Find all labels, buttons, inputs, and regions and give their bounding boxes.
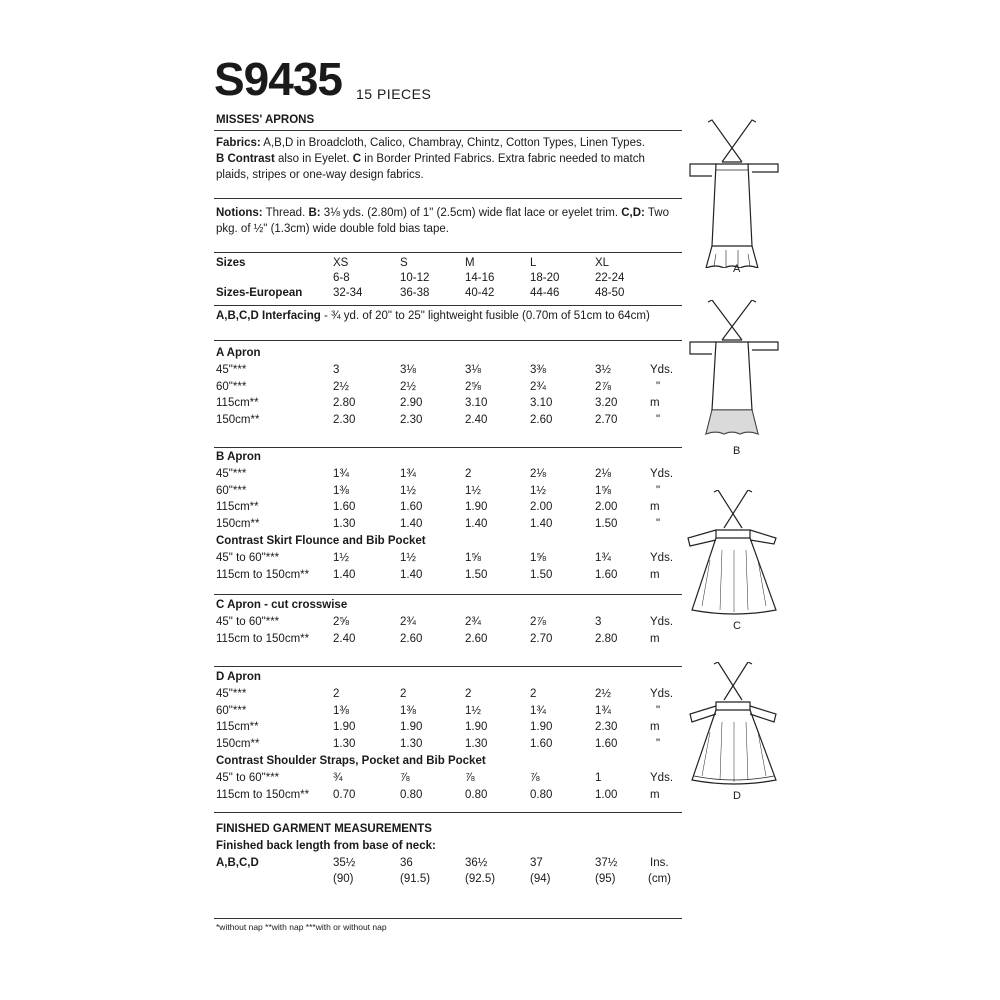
yardage-cell: 2.30 bbox=[595, 721, 618, 734]
unit-cell: Ins. bbox=[650, 856, 669, 869]
yardage-cell: 1.90 bbox=[530, 721, 553, 734]
finished-cm: (91.5) bbox=[400, 873, 431, 886]
fabrics-block bbox=[216, 135, 676, 183]
interfacing-row bbox=[216, 309, 650, 323]
unit-cell: m bbox=[650, 568, 660, 581]
yardage-cell: 1½ bbox=[400, 551, 416, 564]
row-label: 150cm** bbox=[216, 738, 260, 751]
finished-inches: 35½ bbox=[333, 856, 356, 869]
yardage-cell: 1.60 bbox=[333, 501, 356, 514]
fabrics-line3: plaids, stripes or one-way design fabrics. bbox=[216, 169, 424, 181]
footnote: *without nap **with nap ***with or without nap bbox=[216, 922, 387, 932]
yardage-cell: 2.60 bbox=[465, 632, 488, 645]
fabrics-c: C bbox=[352, 153, 362, 165]
unit-cell: " bbox=[656, 380, 661, 393]
view-b-label: B bbox=[733, 445, 741, 457]
finished-cm: (92.5) bbox=[465, 873, 496, 886]
yardage-cell: 1.40 bbox=[530, 518, 553, 531]
divider bbox=[214, 447, 682, 448]
fabrics-b-contrast: B Contrast bbox=[216, 153, 275, 165]
size-letter: S bbox=[400, 257, 408, 269]
yardage-cell: ¾ bbox=[333, 771, 343, 784]
yardage-cell: 1.90 bbox=[465, 721, 488, 734]
notions-line1b: 3⅛ yds. (2.80m) of 1" (2.5cm) wide flat lace or eyelet trim. bbox=[320, 207, 622, 219]
yardage-cell: 1.00 bbox=[595, 788, 618, 801]
view-a-illustration bbox=[686, 118, 782, 268]
yardage-cell: 2.00 bbox=[595, 501, 618, 514]
yardage-cell: 2.30 bbox=[400, 414, 423, 427]
yardage-cell: 1⅝ bbox=[465, 551, 481, 564]
yardage-cell: 1½ bbox=[400, 484, 416, 497]
yardage-cell: 2 bbox=[465, 467, 472, 480]
yardage-cell: 2⅛ bbox=[530, 467, 546, 480]
row-label: 115cm** bbox=[216, 721, 259, 734]
unit-cell: Yds. bbox=[650, 363, 674, 376]
finished-inches: 37 bbox=[530, 856, 543, 869]
unit-cell: m bbox=[650, 397, 660, 410]
yardage-cell: 2⅝ bbox=[333, 615, 349, 628]
yardage-cell: 0.80 bbox=[530, 788, 553, 801]
yardage-cell: 1.60 bbox=[595, 738, 618, 751]
unit-cell: " bbox=[656, 518, 661, 531]
view-b-illustration bbox=[686, 300, 782, 438]
finished-title: FINISHED GARMENT MEASUREMENTS bbox=[216, 823, 432, 835]
finished-inches: 36½ bbox=[465, 856, 488, 869]
yardage-cell: 2 bbox=[530, 687, 537, 700]
unit-cell: " bbox=[656, 738, 661, 751]
subsection-title: Contrast Skirt Flounce and Bib Pocket bbox=[216, 535, 426, 547]
interfacing-text: - ¾ yd. of 20" to 25" lightweight fusible (0.70m of 51cm to 64cm) bbox=[320, 310, 650, 322]
yardage-cell: 1⅝ bbox=[595, 484, 611, 497]
yardage-cell: 2.70 bbox=[595, 414, 618, 427]
unit-cell: " bbox=[656, 484, 661, 497]
row-label: 115cm** bbox=[216, 397, 259, 410]
size-letter: XS bbox=[333, 257, 349, 269]
row-label: 45" to 60"*** bbox=[216, 615, 280, 628]
unit-cell: Yds. bbox=[650, 771, 674, 784]
yardage-cell: 1½ bbox=[465, 704, 481, 717]
pattern-number: S9435 bbox=[214, 53, 343, 105]
unit-cell: m bbox=[650, 788, 660, 801]
yardage-cell: 2¾ bbox=[530, 380, 546, 393]
yardage-cell: 2.30 bbox=[333, 414, 356, 427]
section-title: B Apron bbox=[216, 451, 261, 463]
yardage-cell: 2⅛ bbox=[595, 467, 611, 480]
unit-cell: m bbox=[650, 721, 660, 734]
fabrics-line2b: in Border Printed Fabrics. Extra fabric needed to match bbox=[361, 153, 645, 165]
notions-line2: pkg. of ½" (1.3cm) wide double fold bias tape. bbox=[216, 223, 449, 235]
yardage-cell: 1⅜ bbox=[333, 484, 349, 497]
fabrics-line1: A,B,D in Broadcloth, Calico, Chambray, Chintz, Cotton Types, Linen Types. bbox=[260, 137, 645, 149]
yardage-cell: 3.10 bbox=[465, 397, 488, 410]
yardage-cell: 1.60 bbox=[530, 738, 553, 751]
size-letter: M bbox=[465, 257, 475, 269]
unit-cell: Yds. bbox=[650, 467, 674, 480]
view-d-label: D bbox=[733, 790, 741, 802]
unit-cell: Yds. bbox=[650, 615, 674, 628]
yardage-cell: 1.60 bbox=[595, 568, 618, 581]
size-euro: 48-50 bbox=[595, 286, 625, 299]
yardage-cell: 1½ bbox=[530, 484, 546, 497]
unit-cell: m bbox=[650, 501, 660, 514]
yardage-cell: ⅞ bbox=[465, 771, 475, 784]
row-label: 115cm to 150cm** bbox=[216, 632, 310, 645]
yardage-cell: 1.30 bbox=[400, 738, 423, 751]
subsection-title: Contrast Shoulder Straps, Pocket and Bib Pocket bbox=[216, 755, 486, 767]
yardage-cell: 1¾ bbox=[595, 704, 611, 717]
yardage-cell: 1.30 bbox=[333, 738, 356, 751]
size-us: 6-8 bbox=[333, 271, 350, 284]
yardage-cell: 1½ bbox=[465, 484, 481, 497]
view-a-label: A bbox=[733, 263, 741, 275]
yardage-cell: 1.60 bbox=[400, 501, 423, 514]
yardage-cell: 2.80 bbox=[595, 632, 618, 645]
divider bbox=[214, 198, 682, 199]
yardage-cell: 1¾ bbox=[595, 551, 611, 564]
notions-line1a: Thread. bbox=[262, 207, 309, 219]
yardage-cell: 1¾ bbox=[530, 704, 546, 717]
row-label: 115cm** bbox=[216, 501, 259, 514]
divider bbox=[214, 305, 682, 306]
yardage-cell: 3.10 bbox=[530, 397, 553, 410]
yardage-cell: 1¾ bbox=[333, 467, 349, 480]
yardage-cell: ⅞ bbox=[530, 771, 540, 784]
yardage-cell: 2½ bbox=[400, 380, 416, 393]
divider bbox=[214, 252, 682, 253]
sizes-european-label: Sizes-European bbox=[216, 286, 303, 299]
yardage-cell: 1½ bbox=[333, 551, 349, 564]
notions-cd: C,D: bbox=[621, 207, 645, 219]
yardage-cell: 1⅜ bbox=[400, 704, 416, 717]
yardage-cell: 1.90 bbox=[333, 721, 356, 734]
yardage-cell: 2.60 bbox=[400, 632, 423, 645]
yardage-cell: 2⅝ bbox=[465, 380, 481, 393]
yardage-cell: 3 bbox=[333, 363, 340, 376]
yardage-cell: 2½ bbox=[333, 380, 349, 393]
yardage-cell: 2.00 bbox=[530, 501, 553, 514]
yardage-cell: 3⅜ bbox=[530, 363, 546, 376]
yardage-cell: 1 bbox=[595, 771, 602, 784]
divider bbox=[214, 918, 682, 919]
yardage-cell: 2.70 bbox=[530, 632, 553, 645]
yardage-cell: 1⅝ bbox=[530, 551, 546, 564]
size-euro: 40-42 bbox=[465, 286, 495, 299]
finished-inches: 36 bbox=[400, 856, 413, 869]
size-euro: 44-46 bbox=[530, 286, 560, 299]
yardage-cell: 1¾ bbox=[400, 467, 416, 480]
yardage-cell: 2 bbox=[400, 687, 407, 700]
yardage-cell: 2.80 bbox=[333, 397, 356, 410]
finished-cm: (94) bbox=[530, 873, 551, 886]
size-euro: 32-34 bbox=[333, 286, 363, 299]
yardage-cell: 3⅛ bbox=[465, 363, 481, 376]
yardage-cell: 1.40 bbox=[333, 568, 356, 581]
divider bbox=[214, 130, 682, 131]
yardage-cell: 0.80 bbox=[465, 788, 488, 801]
divider bbox=[214, 812, 682, 813]
row-label: 45"*** bbox=[216, 467, 247, 480]
row-label: 45"*** bbox=[216, 363, 247, 376]
piece-count: 15 PIECES bbox=[356, 86, 432, 102]
yardage-cell: 2¾ bbox=[400, 615, 416, 628]
row-label: 45"*** bbox=[216, 687, 247, 700]
notions-b: B: bbox=[308, 207, 321, 219]
size-us: 22-24 bbox=[595, 271, 625, 284]
yardage-cell: 2¾ bbox=[465, 615, 481, 628]
fabrics-label: Fabrics: bbox=[216, 137, 261, 149]
view-c-label: C bbox=[733, 620, 741, 632]
size-euro: 36-38 bbox=[400, 286, 430, 299]
yardage-cell: 2⅞ bbox=[530, 615, 546, 628]
yardage-cell: 1.30 bbox=[333, 518, 356, 531]
yardage-cell: 3 bbox=[595, 615, 602, 628]
yardage-cell: 1⅜ bbox=[333, 704, 349, 717]
notions-line1c: Two bbox=[644, 207, 669, 219]
view-d-illustration bbox=[686, 662, 782, 787]
yardage-cell: 1.50 bbox=[465, 568, 488, 581]
finished-subtitle: Finished back length from base of neck: bbox=[216, 839, 436, 852]
yardage-cell: 2.40 bbox=[465, 414, 488, 427]
finished-cm: (90) bbox=[333, 873, 354, 886]
yardage-cell: 2½ bbox=[595, 687, 611, 700]
yardage-cell: 1.90 bbox=[400, 721, 423, 734]
unit-cell: " bbox=[656, 414, 661, 427]
finished-inches: 37½ bbox=[595, 856, 618, 869]
row-label: 45" to 60"*** bbox=[216, 771, 280, 784]
yardage-cell: 1.50 bbox=[530, 568, 553, 581]
divider bbox=[214, 666, 682, 667]
unit-cell: (cm) bbox=[648, 873, 671, 886]
divider bbox=[214, 340, 682, 341]
finished-cm: (95) bbox=[595, 873, 616, 886]
yardage-cell: 3.20 bbox=[595, 397, 618, 410]
unit-cell: Yds. bbox=[650, 551, 674, 564]
yardage-cell: 1.40 bbox=[465, 518, 488, 531]
yardage-cell: 1.40 bbox=[400, 568, 423, 581]
size-us: 14-16 bbox=[465, 271, 495, 284]
size-us: 18-20 bbox=[530, 271, 560, 284]
yardage-cell: 2 bbox=[333, 687, 340, 700]
yardage-cell: 1.50 bbox=[595, 518, 618, 531]
row-label: 115cm to 150cm** bbox=[216, 788, 310, 801]
divider bbox=[214, 594, 682, 595]
size-us: 10-12 bbox=[400, 271, 430, 284]
yardage-cell: 2 bbox=[465, 687, 472, 700]
row-label: 60"*** bbox=[216, 380, 247, 393]
view-c-illustration bbox=[686, 490, 782, 615]
row-label: 45" to 60"*** bbox=[216, 551, 280, 564]
finished-label: A,B,C,D bbox=[216, 856, 259, 869]
yardage-cell: 0.70 bbox=[333, 788, 356, 801]
row-label: 115cm to 150cm** bbox=[216, 568, 310, 581]
yardage-cell: 1.40 bbox=[400, 518, 423, 531]
sizes-label: Sizes bbox=[216, 257, 246, 269]
notions-label: Notions: bbox=[216, 207, 263, 219]
yardage-cell: 2.90 bbox=[400, 397, 423, 410]
row-label: 60"*** bbox=[216, 484, 247, 497]
yardage-cell: 2.40 bbox=[333, 632, 356, 645]
notions-block bbox=[216, 205, 676, 237]
row-label: 60"*** bbox=[216, 704, 247, 717]
row-label: 150cm** bbox=[216, 518, 260, 531]
yardage-cell: 1.90 bbox=[465, 501, 488, 514]
unit-cell: Yds. bbox=[650, 687, 674, 700]
section-title: A Apron bbox=[216, 347, 261, 359]
yardage-cell: 2.60 bbox=[530, 414, 553, 427]
pattern-title: MISSES' APRONS bbox=[216, 114, 315, 126]
size-letter: XL bbox=[595, 257, 610, 269]
yardage-cell: 3½ bbox=[595, 363, 611, 376]
row-label: 150cm** bbox=[216, 414, 260, 427]
interfacing-label: A,B,C,D Interfacing bbox=[216, 310, 321, 322]
unit-cell: m bbox=[650, 632, 660, 645]
yardage-cell: 1.30 bbox=[465, 738, 488, 751]
unit-cell: " bbox=[656, 704, 661, 717]
section-title: C Apron - cut crosswise bbox=[216, 599, 348, 611]
size-letter: L bbox=[530, 257, 537, 269]
yardage-cell: ⅞ bbox=[400, 771, 410, 784]
yardage-cell: 3⅛ bbox=[400, 363, 416, 376]
yardage-cell: 2⅞ bbox=[595, 380, 611, 393]
yardage-cell: 0.80 bbox=[400, 788, 423, 801]
fabrics-line2: also in Eyelet. bbox=[274, 153, 353, 165]
section-title: D Apron bbox=[216, 671, 261, 683]
